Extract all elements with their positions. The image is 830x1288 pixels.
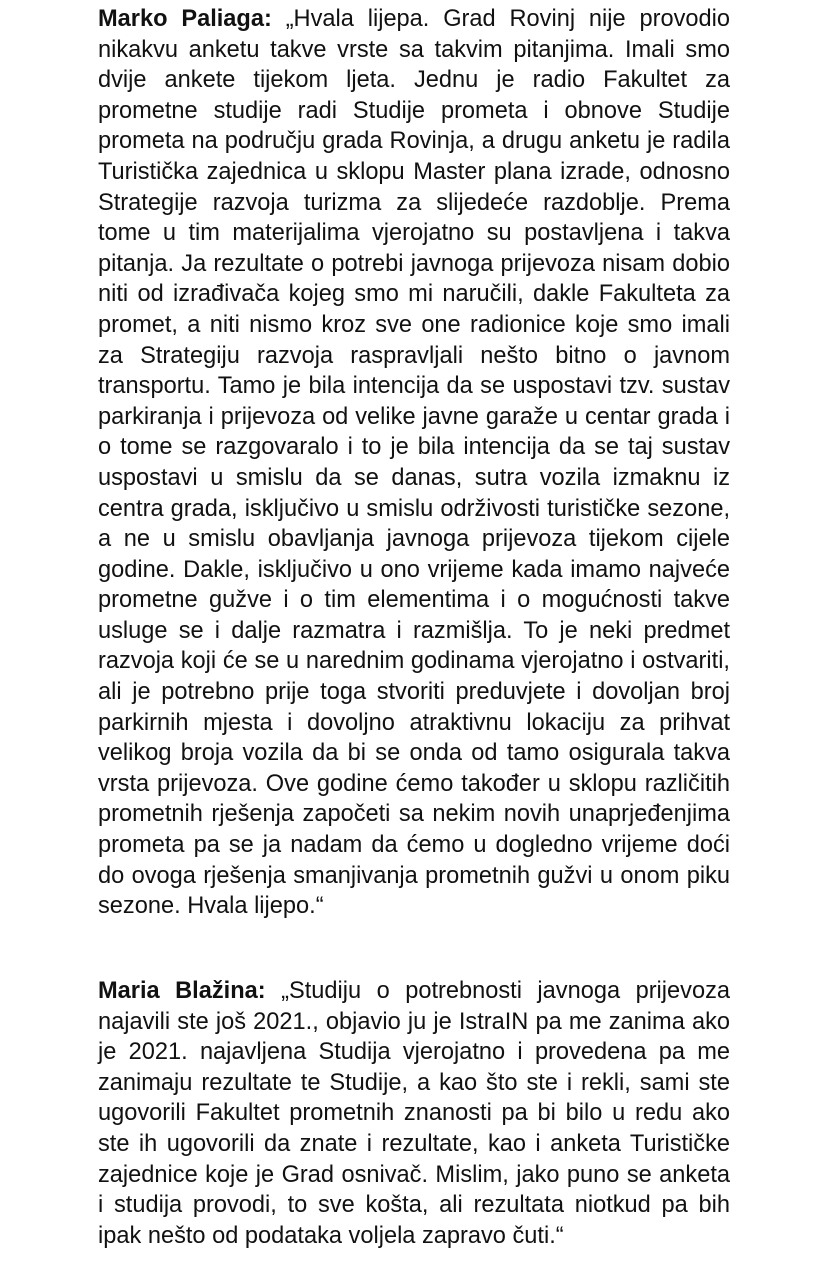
paragraph-blazina [98, 976, 730, 1251]
speaker-name: Marko Paliaga: [98, 6, 272, 32]
speaker-name: Maria Blažina: [98, 978, 266, 1004]
speech-text: „Studiju o potrebnosti javnoga prijevoza najavili ste još 2021., objavio ju je IstraIN pa me zanima ako je 2021. najavljena Studija vjerojatno i provedena pa me zanimaju rezultate te Studije, a kao što ste i rekli, sami ste ugovorili Fakultet prometnih znanosti pa bi bilo u redu ako ste ih ugovorili da znate i rezultate, kao i anketa Turističke zajednice koje je Grad osnivač. Mislim, jako puno se anketa i studija provodi, to sve košta, ali rezultata niotkud pa bih ipak nešto od podataka voljela zapravo čuti.“ [98, 978, 730, 1249]
paragraph-paliaga [98, 4, 730, 922]
speech-text: „Hvala lijepa. Grad Rovinj nije provodio nikakvu anketu takve vrste sa takvim pitanjima. Imali smo dvije ankete tijekom ljeta. Jednu je radio Fakultet za prometne studije radi Studije prometa i obnove Studije prometa na području grada Rovinja, a drugu anketu je radila Turistička zajednica u sklopu Master plana izrade, odnosno Strategije razvoja turizma za slijedeće razdoblje. Prema tome u tim materijalima vjerojatno su postavljena i takva pitanja. Ja rezultate o potrebi javnoga prijevoza nisam dobio niti od izrađivača kojeg smo mi naručili, dakle Fakulteta za promet, a niti nismo kroz sve one radionice koje smo imali za Strategiju razvoja raspravljali nešto bitno o javnom transportu. Tamo je bila intencija da se uspostavi tzv. sustav parkiranja i prijevoza od velike javne garaže u centar grada i o tome se razgovaralo i to je bila intencija da se taj sustav uspostavi u smislu da se danas, sutra vozila izmaknu iz centra grada, isključivo u smislu održivosti turističke sezone, a ne u smislu obavljanja javnoga prijevoza tijekom cijele godine. Dakle, isključivo u ono vrijeme kada imamo najveće prometne gužve i o tim elementima i o mogućnosti takve usluge se i dalje razmatra i razmišlja. To je neki predmet razvoja koji će se u narednim godinama vjerojatno i ostvariti, ali je potrebno prije toga stvoriti preduvjete i dovoljan broj parkirnih mjesta i dovoljno atraktivnu lokaciju za prihvat velikog broja vozila da bi se onda od tamo osigurala takva vrsta prijevoza. Ove godine ćemo također u sklopu različitih prometnih rješenja započeti sa nekim novih unaprjeđenjima prometa pa se ja nadam da ćemo u dogledno vrijeme doći do ovoga rješenja smanjivanja prometnih gužvi u onom piku sezone. Hvala lijepo.“ [98, 6, 730, 920]
